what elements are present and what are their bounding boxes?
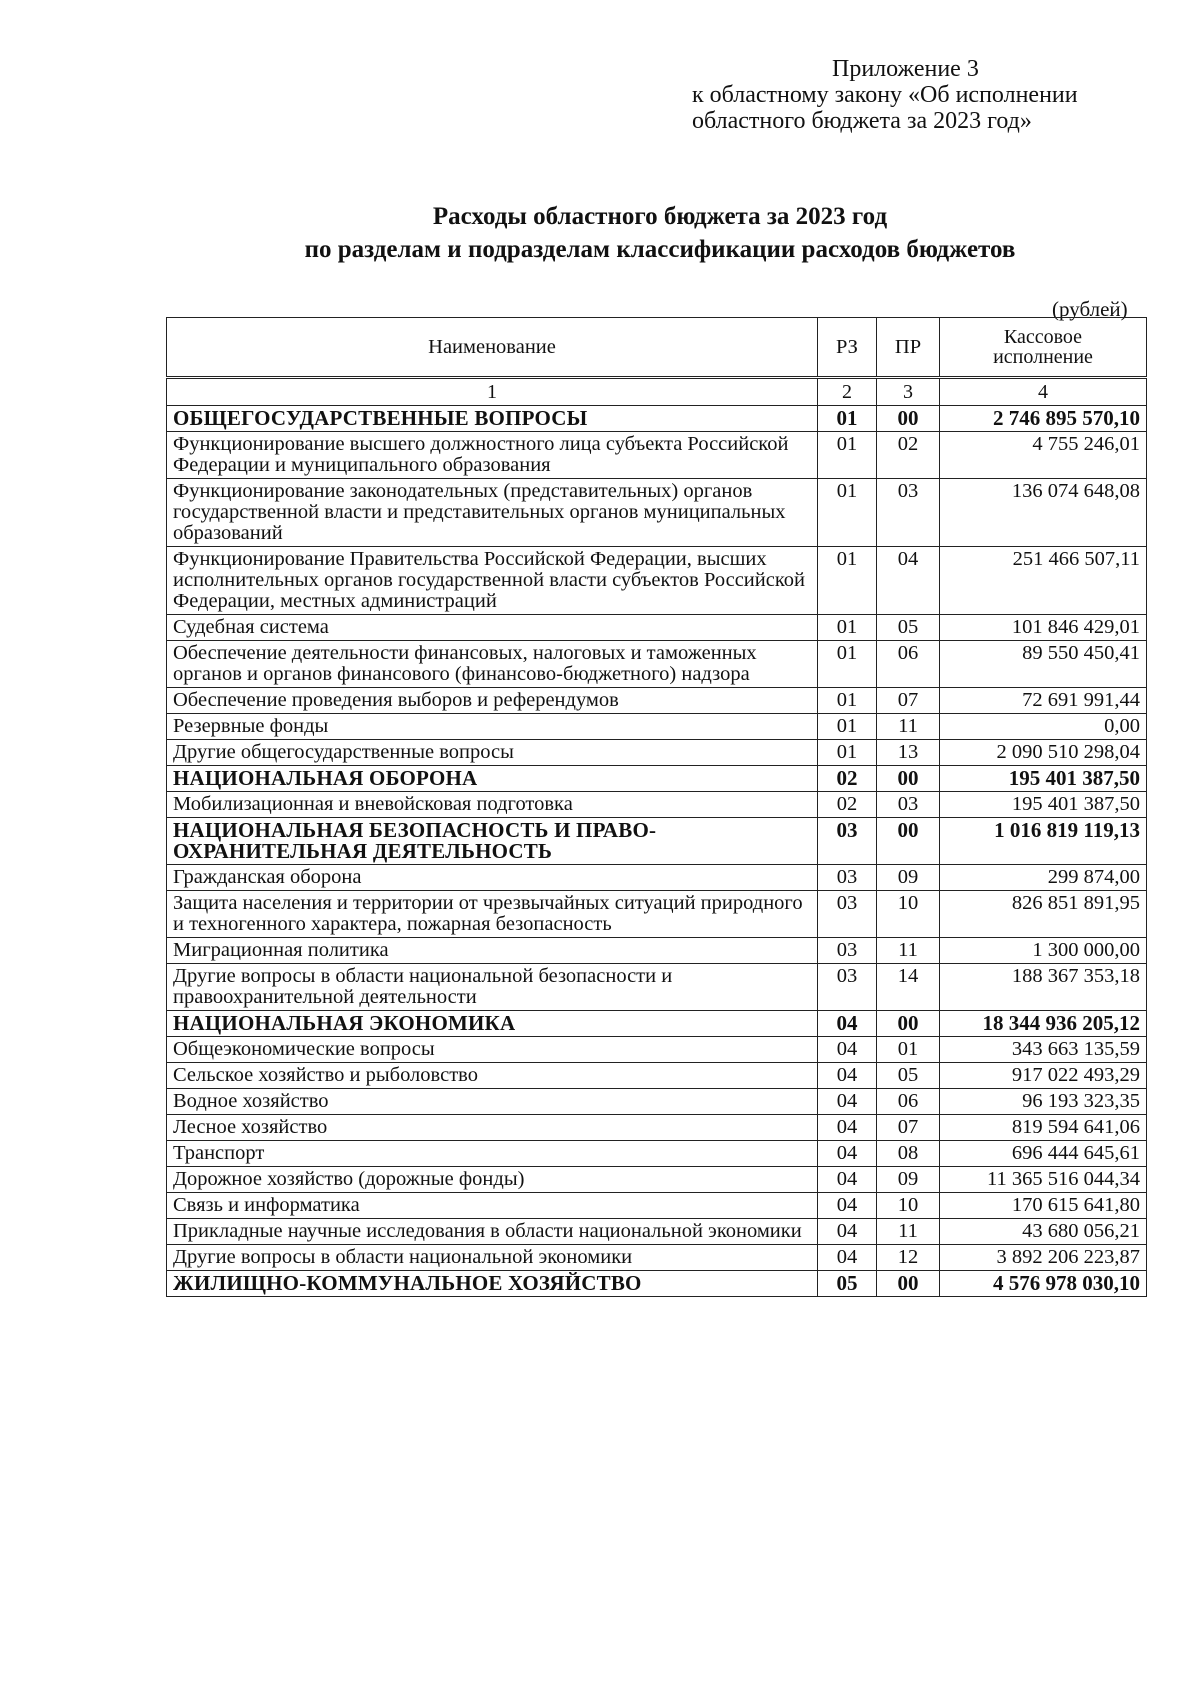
column-numbers-row (167, 378, 1147, 406)
table-row (167, 1063, 1147, 1089)
row-amount: 101 846 429,01 (940, 615, 1147, 641)
row-amount: 136 074 648,08 (940, 479, 1147, 547)
row-rz-code: 01 (818, 432, 877, 479)
row-rz-code: 01 (818, 406, 877, 432)
header-amount (940, 318, 1147, 378)
row-amount: 195 401 387,50 (940, 792, 1147, 818)
row-name: ЖИЛИЩНО-КОММУНАЛЬНОЕ ХОЗЯЙСТВО (167, 1271, 818, 1297)
row-name: Транспорт (167, 1141, 818, 1167)
table-row (167, 714, 1147, 740)
table-row (167, 1219, 1147, 1245)
row-amount: 2 090 510 298,04 (940, 740, 1147, 766)
row-amount: 72 691 991,44 (940, 688, 1147, 714)
row-rz-code: 01 (818, 714, 877, 740)
row-rz-code: 02 (818, 766, 877, 792)
row-amount: 11 365 516 044,34 (940, 1167, 1147, 1193)
row-pr-code: 03 (877, 792, 940, 818)
row-rz-code: 01 (818, 479, 877, 547)
section-row (167, 406, 1147, 432)
table-row (167, 792, 1147, 818)
row-name: Другие вопросы в области национальной безопасности и правоохранительной деятельности (167, 964, 818, 1011)
title-line-1: Расходы областного бюджета за 2023 год (432, 203, 888, 230)
row-pr-code: 10 (877, 1193, 940, 1219)
row-name: Связь и информатика (167, 1193, 818, 1219)
row-amount: 343 663 135,59 (940, 1037, 1147, 1063)
row-pr-code: 02 (877, 432, 940, 479)
row-rz-code: 04 (818, 1037, 877, 1063)
row-name: Водное хозяйство (167, 1089, 818, 1115)
row-pr-code: 00 (877, 406, 940, 432)
row-pr-code: 01 (877, 1037, 940, 1063)
row-rz-code: 04 (818, 1011, 877, 1037)
row-rz-code: 01 (818, 740, 877, 766)
units-label: (рублей) (1052, 297, 1128, 321)
row-name: Другие общегосударственные вопросы (167, 740, 818, 766)
row-amount: 251 466 507,11 (940, 547, 1147, 615)
row-pr-code: 08 (877, 1141, 940, 1167)
row-pr-code: 11 (877, 1219, 940, 1245)
row-name: Обеспечение деятельности финансовых, налоговых и таможенных органов и органов финансового (финансово-бюджетного) надзора (167, 641, 818, 688)
header-amount-line-2: исполнение (993, 346, 1093, 368)
budget-table (166, 317, 1147, 1297)
row-rz-code: 04 (818, 1193, 877, 1219)
row-amount: 696 444 645,61 (940, 1141, 1147, 1167)
row-pr-code: 07 (877, 1115, 940, 1141)
row-name: Функционирование законодательных (представительных) органов государственной власти и представительных органов муниципальных образований (167, 479, 818, 547)
row-pr-code: 12 (877, 1245, 940, 1271)
table-row (167, 1141, 1147, 1167)
appendix-line-1: Приложение 3 (832, 56, 979, 82)
row-name: Судебная система (167, 615, 818, 641)
row-amount: 3 892 206 223,87 (940, 1245, 1147, 1271)
table-row (167, 615, 1147, 641)
row-rz-code: 02 (818, 792, 877, 818)
row-amount: 2 746 895 570,10 (940, 406, 1147, 432)
row-name: НАЦИОНАЛЬНАЯ ОБОРОНА (167, 766, 818, 792)
row-pr-code: 00 (877, 1011, 940, 1037)
table-row (167, 688, 1147, 714)
row-rz-code: 04 (818, 1115, 877, 1141)
table-row (167, 1245, 1147, 1271)
table-row (167, 740, 1147, 766)
table-row (167, 432, 1147, 479)
table-row (167, 891, 1147, 938)
row-pr-code: 09 (877, 1167, 940, 1193)
row-amount: 299 874,00 (940, 865, 1147, 891)
row-pr-code: 06 (877, 1089, 940, 1115)
row-pr-code: 13 (877, 740, 940, 766)
row-pr-code: 09 (877, 865, 940, 891)
table-row (167, 1037, 1147, 1063)
row-rz-code: 03 (818, 938, 877, 964)
section-row (167, 1011, 1147, 1037)
section-row (167, 766, 1147, 792)
row-amount: 4 576 978 030,10 (940, 1271, 1147, 1297)
table-body (167, 406, 1147, 1297)
appendix-header (692, 56, 1078, 134)
row-amount: 4 755 246,01 (940, 432, 1147, 479)
row-amount: 1 016 819 119,13 (940, 818, 1147, 865)
row-pr-code: 00 (877, 1271, 940, 1297)
row-name: Лесное хозяйство (167, 1115, 818, 1141)
row-pr-code: 05 (877, 1063, 940, 1089)
row-name: Обеспечение проведения выборов и референдумов (167, 688, 818, 714)
column-number: 3 (877, 378, 940, 406)
row-amount: 826 851 891,95 (940, 891, 1147, 938)
row-pr-code: 11 (877, 714, 940, 740)
row-rz-code: 03 (818, 865, 877, 891)
header-pr: ПР (877, 318, 940, 378)
row-name: НАЦИОНАЛЬНАЯ БЕЗОПАСНОСТЬ И ПРАВО-ОХРАНИТЕЛЬНАЯ ДЕЯТЕЛЬНОСТЬ (167, 818, 818, 865)
row-pr-code: 10 (877, 891, 940, 938)
row-rz-code: 04 (818, 1141, 877, 1167)
row-pr-code: 00 (877, 818, 940, 865)
row-rz-code: 04 (818, 1089, 877, 1115)
row-pr-code: 06 (877, 641, 940, 688)
row-pr-code: 03 (877, 479, 940, 547)
row-pr-code: 04 (877, 547, 940, 615)
table-row (167, 1167, 1147, 1193)
row-rz-code: 01 (818, 688, 877, 714)
row-rz-code: 01 (818, 547, 877, 615)
table-row (167, 1193, 1147, 1219)
table-row (167, 865, 1147, 891)
row-name: ОБЩЕГОСУДАРСТВЕННЫЕ ВОПРОСЫ (167, 406, 818, 432)
row-amount: 89 550 450,41 (940, 641, 1147, 688)
header-name: Наименование (167, 318, 818, 378)
row-amount: 43 680 056,21 (940, 1219, 1147, 1245)
row-amount: 1 300 000,00 (940, 938, 1147, 964)
row-rz-code: 01 (818, 641, 877, 688)
row-name: Дорожное хозяйство (дорожные фонды) (167, 1167, 818, 1193)
table-row (167, 479, 1147, 547)
table-header-row (167, 318, 1147, 378)
row-rz-code: 04 (818, 1167, 877, 1193)
table-row (167, 641, 1147, 688)
row-name: Другие вопросы в области национальной экономики (167, 1245, 818, 1271)
row-name: Гражданская оборона (167, 865, 818, 891)
row-name: Резервные фонды (167, 714, 818, 740)
row-name: НАЦИОНАЛЬНАЯ ЭКОНОМИКА (167, 1011, 818, 1037)
row-rz-code: 04 (818, 1245, 877, 1271)
row-name: Мобилизационная и вневойсковая подготовка (167, 792, 818, 818)
column-number: 2 (818, 378, 877, 406)
row-pr-code: 00 (877, 766, 940, 792)
column-number: 1 (167, 378, 818, 406)
row-name: Функционирование Правительства Российской Федерации, высших исполнительных органов государственной власти субъектов Российской Федерации, местных администраций (167, 547, 818, 615)
table-row (167, 964, 1147, 1011)
row-amount: 18 344 936 205,12 (940, 1011, 1147, 1037)
table-row (167, 1089, 1147, 1115)
row-name: Прикладные научные исследования в области национальной экономики (167, 1219, 818, 1245)
row-name: Миграционная политика (167, 938, 818, 964)
row-rz-code: 04 (818, 1063, 877, 1089)
header-rz: РЗ (818, 318, 877, 378)
row-pr-code: 11 (877, 938, 940, 964)
row-rz-code: 01 (818, 615, 877, 641)
row-pr-code: 07 (877, 688, 940, 714)
row-name: Защита населения и территории от чрезвычайных ситуаций природного и техногенного характера, пожарная безопасность (167, 891, 818, 938)
row-rz-code: 05 (818, 1271, 877, 1297)
appendix-line-3: областного бюджета за 2023 год» (692, 108, 1032, 134)
row-amount: 195 401 387,50 (940, 766, 1147, 792)
table-row (167, 547, 1147, 615)
column-number: 4 (940, 378, 1147, 406)
header-amount-line-1: Кассовое (1003, 326, 1083, 348)
row-pr-code: 05 (877, 615, 940, 641)
row-amount: 96 193 323,35 (940, 1089, 1147, 1115)
section-row (167, 818, 1147, 865)
title-line-2: по разделам и подразделам классификации расходов бюджетов (304, 236, 1016, 263)
section-row (167, 1271, 1147, 1297)
document-title (0, 200, 1200, 266)
row-rz-code: 03 (818, 891, 877, 938)
row-rz-code: 04 (818, 1219, 877, 1245)
row-rz-code: 03 (818, 818, 877, 865)
table-row (167, 938, 1147, 964)
table-row (167, 1115, 1147, 1141)
appendix-line-2: к областному закону «Об исполнении (692, 82, 1078, 108)
row-amount: 188 367 353,18 (940, 964, 1147, 1011)
row-amount: 819 594 641,06 (940, 1115, 1147, 1141)
row-name: Функционирование высшего должностного лица субъекта Российской Федерации и муниципального образования (167, 432, 818, 479)
row-amount: 917 022 493,29 (940, 1063, 1147, 1089)
row-pr-code: 14 (877, 964, 940, 1011)
row-name: Сельское хозяйство и рыболовство (167, 1063, 818, 1089)
row-rz-code: 03 (818, 964, 877, 1011)
row-amount: 0,00 (940, 714, 1147, 740)
row-name: Общеэкономические вопросы (167, 1037, 818, 1063)
row-amount: 170 615 641,80 (940, 1193, 1147, 1219)
